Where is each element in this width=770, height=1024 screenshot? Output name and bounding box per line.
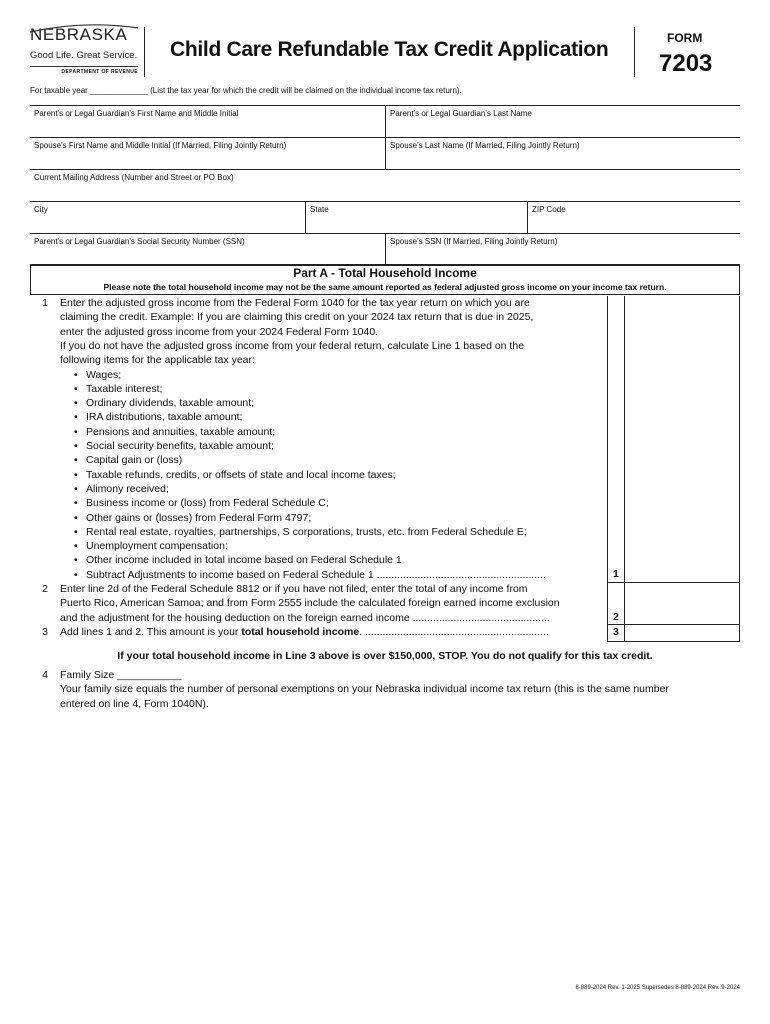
line1-box-bottom <box>607 582 740 583</box>
nebraska-logo <box>30 26 138 75</box>
amount-column-left-border <box>607 296 608 642</box>
line4-description: entered on line 4, Form 1040N). <box>60 697 209 710</box>
form-label: FORM <box>667 31 703 45</box>
header-divider-left <box>144 27 145 77</box>
line3-amount-input[interactable] <box>625 625 739 641</box>
income-bullet: • Pensions and annuities, taxable amount; <box>74 425 276 438</box>
income-bullet: • Subtract Adjustments to income based on Federal Schedule 1 .......................................................... <box>74 568 546 581</box>
part-a-header <box>30 264 740 295</box>
line2-text: Enter line 2d of the Federal Schedule 8812 or if you have not filed, enter the total of any income from <box>60 583 528 595</box>
line1-text: following items for the applicable tax year: <box>60 354 255 367</box>
form-footer: 8-889-2024 Rev. 1-2025 Supersedes 8-889-2024 Rev. 9-2024 <box>575 985 740 991</box>
taxable-year-field[interactable]: For taxable year _____________ (List the tax year for which the credit will be claimed on the individual income tax return). <box>30 86 462 95</box>
form-number: 7203 <box>659 50 713 77</box>
mailing-address-field[interactable]: Current Mailing Address (Number and Street or PO Box) <box>34 173 234 182</box>
line2-box-label: 2 <box>613 611 619 623</box>
parent-last-name-field[interactable]: Parent's or Legal Guardian's Last Name <box>385 106 740 137</box>
line3-text: Add lines 1 and 2. This amount is your total household income. ............................................................... <box>60 625 549 638</box>
logo-tagline: Good Life. Great Service. <box>30 50 138 61</box>
parent-ssn-field[interactable]: Parent's or Legal Guardian's Social Security Number (SSN) <box>34 237 245 246</box>
logo-department: DEPARTMENT OF REVENUE <box>30 66 138 75</box>
taxpayer-info-grid <box>30 105 740 266</box>
income-bullet: • Other gains or (losses) from Federal Form 4797; <box>74 511 312 524</box>
income-bullet: • Business income or (loss) from Federal Schedule C; <box>74 497 329 510</box>
line3-number: 3 <box>42 625 48 638</box>
line3-box-label: 3 <box>613 626 619 638</box>
line4-number: 4 <box>42 669 48 681</box>
spouse-ssn-field[interactable]: Spouse's SSN (If Married, Filing Jointly Return) <box>385 234 740 265</box>
income-bullet: • Unemployment compensation; <box>74 540 228 553</box>
amount-column-mid-border <box>624 296 625 642</box>
line1-number: 1 <box>42 297 48 309</box>
logo-swoosh-icon <box>28 22 140 34</box>
address-row <box>30 169 740 201</box>
spouse-last-name-field[interactable]: Spouse's Last Name (If Married, Filing Jointly Return) <box>385 138 740 169</box>
line1-text: claiming the credit. Example: If you are claiming this credit on your 2024 tax return that is due in 2025, <box>60 311 534 324</box>
amount-column-right-border <box>739 296 740 642</box>
form-title: Child Care Refundable Tax Credit Application <box>170 38 609 61</box>
line1-text: If you do not have the adjusted gross income from your federal return, calculate Line 1 based on the <box>60 339 525 352</box>
income-bullet: • Taxable interest; <box>74 382 163 395</box>
income-bullet: • Ordinary dividends, taxable amount; <box>74 397 255 410</box>
part-a-title: Part A - Total Household Income <box>293 266 477 280</box>
total-household-income-label: total household income <box>241 625 360 638</box>
family-size-field[interactable]: Family Size ___________ <box>60 669 182 681</box>
state-field[interactable]: State <box>305 202 527 233</box>
spouse-first-name-field[interactable]: Spouse's First Name and Middle Initial (If Married, Filing Jointly Return) <box>34 141 287 150</box>
line1-amount-input[interactable] <box>625 567 739 582</box>
name-row <box>30 105 740 137</box>
income-bullet: • Social security benefits, taxable amount; <box>74 440 274 452</box>
income-bullet: • Other income included in total income based on Federal Schedule 1 <box>74 554 402 567</box>
ssn-row <box>30 233 740 266</box>
line2-text: and the adjustment for the housing deduction on the foreign earned income ............................................... <box>60 611 550 624</box>
line2-number: 2 <box>42 583 48 595</box>
city-state-zip-row <box>30 201 740 233</box>
income-bullet: • IRA distributions, taxable amount; <box>74 411 243 424</box>
line1-box-label: 1 <box>613 568 619 580</box>
city-field[interactable]: City <box>34 205 48 214</box>
parent-first-name-field[interactable]: Parent's or Legal Guardian's First Name and Middle Initial <box>34 109 239 118</box>
header-divider-right <box>634 27 635 77</box>
income-bullet: • Rental real estate, royalties, partnerships, S corporations, trusts, etc. from Federal Schedule E; <box>74 525 527 538</box>
line4 <box>30 668 669 711</box>
line1-text: enter the adjusted gross income from your 2024 Federal Form 1040. <box>60 325 379 338</box>
income-bullet: • Capital gain or (loss) <box>74 454 183 467</box>
line2-amount-input[interactable] <box>625 610 739 624</box>
line2-text: Puerto Rico, American Samoa; and from Form 2555 include the calculated foreign earned income exclusion <box>60 597 560 610</box>
line4-description: Your family size equals the number of personal exemptions on your Nebraska individual income tax return (this is the same number <box>60 683 669 696</box>
zip-field[interactable]: ZIP Code <box>527 202 740 233</box>
stop-note: If your total household income in Line 3 above is over $150,000, STOP. You do not qualify for this tax credit. <box>117 650 653 662</box>
logo-wordmark: NEBRASKA <box>30 26 138 44</box>
income-bullet: • Alimony received; <box>74 482 169 495</box>
line1-text: Enter the adjusted gross income from the Federal Form 1040 for the tax year return on which you are <box>60 297 530 309</box>
part-a-note: Please note the total household income may not be the same amount reported as federal adjusted gross income on your income tax return. <box>103 282 667 292</box>
line3-box-bottom <box>607 641 740 642</box>
income-bullet: • Wages; <box>74 368 122 381</box>
spouse-name-row <box>30 137 740 169</box>
income-bullet: • Taxable refunds, credits, or offsets of state and local income taxes; <box>74 468 396 481</box>
